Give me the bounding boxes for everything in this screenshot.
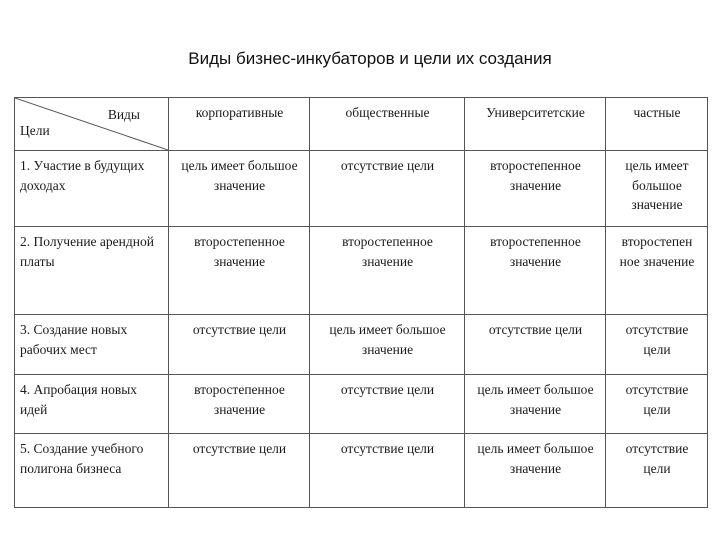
table-cell: отсутствие цели [310, 375, 465, 434]
table-cell: цель имеет большое значение [465, 434, 606, 508]
table-cell: цель имеет большое значение [606, 151, 708, 227]
table-cell: второстепен ное значение [606, 227, 708, 315]
row-label: 3. Создание новых рабочих мест [15, 315, 169, 375]
row-label: 4. Апробация новых идей [15, 375, 169, 434]
table-cell: второстепенное значение [465, 151, 606, 227]
table-row [15, 434, 708, 508]
corner-header-types: Виды [107, 107, 140, 122]
table-cell: отсутствие цели [310, 434, 465, 508]
table-cell: отсутствие цели [606, 375, 708, 434]
row-label: 2. Получение арендной платы [15, 227, 169, 315]
table-cell: цель имеет большое значение [465, 375, 606, 434]
table-row [15, 151, 708, 227]
column-header: общественные [310, 98, 465, 151]
table-cell: второстепенное значение [169, 227, 310, 315]
business-incubator-table [14, 97, 708, 508]
table-header-row [15, 98, 708, 151]
table-row [15, 315, 708, 375]
row-label: 5. Создание учебного полигона бизнеса [15, 434, 169, 508]
table-cell: цель имеет большое значение [310, 315, 465, 375]
table-cell: отсутствие цели [169, 434, 310, 508]
table-cell: отсутствие цели [465, 315, 606, 375]
row-label: 1. Участие в будущих доходах [15, 151, 169, 227]
table-cell: отсутствие цели [606, 434, 708, 508]
table-corner-cell [15, 98, 169, 151]
table-row [15, 227, 708, 315]
table-cell: отсутствие цели [169, 315, 310, 375]
column-header: частные [606, 98, 708, 151]
corner-header-goals: Цели [20, 122, 50, 138]
table-cell: второстепенное значение [169, 375, 310, 434]
table-row [15, 375, 708, 434]
page-title: Виды бизнес-инкубаторов и цели их создания [188, 49, 552, 68]
table-cell: цель имеет большое значение [169, 151, 310, 227]
table-cell: отсутствие цели [310, 151, 465, 227]
table-cell: отсутствие цели [606, 315, 708, 375]
column-header: корпоративные [169, 98, 310, 151]
table-cell: второстепенное значение [465, 227, 606, 315]
column-header: Университетские [465, 98, 606, 151]
table-cell: второстепенное значение [310, 227, 465, 315]
